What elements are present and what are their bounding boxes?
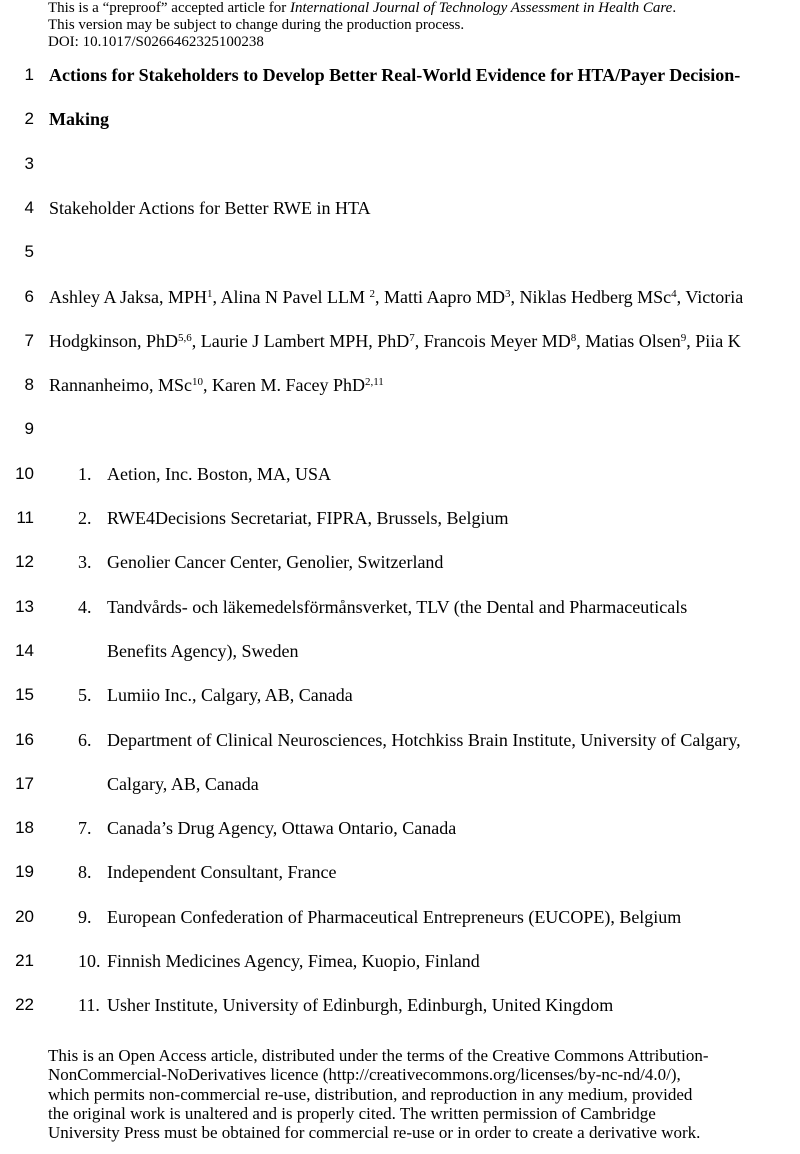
line-number: 20: [15, 906, 34, 926]
affiliation-marker: 8: [570, 331, 577, 344]
line-number: 10: [15, 463, 34, 483]
line-number: 13: [15, 596, 34, 616]
line-number: 21: [15, 951, 34, 970]
author-text: Hodgkinson, PhD: [49, 330, 179, 351]
affiliation-marker: 7: [409, 331, 415, 344]
footer-line: University Press must be obtained for commercial re-use or in order to create a derivative work.: [48, 1123, 701, 1143]
affiliation-number: 2.: [78, 508, 92, 528]
affiliation-text: Independent Consultant, France: [107, 862, 337, 883]
line-number: 3: [24, 153, 34, 173]
affiliation-number: 11.: [78, 995, 100, 1016]
running-title: Stakeholder Actions for Better RWE in HTA: [49, 197, 371, 218]
preproof-header: [48, 0, 676, 51]
manuscript-line: [0, 905, 800, 929]
affiliation-text: European Confederation of Pharmaceutical Entrepreneurs (EUCOPE), Belgium: [107, 906, 682, 927]
line-number: 16: [15, 729, 34, 749]
manuscript-line: [0, 417, 800, 441]
line-number: 11: [16, 508, 34, 527]
footer-line: NonCommercial-NoDerivatives licence (http://creativecommons.org/licenses/by-nc-nd/4.0/),: [48, 1065, 681, 1085]
author-text: , Alina N Pavel LLM: [212, 286, 370, 307]
author-list: [49, 329, 741, 353]
author-text: , Matias Olsen: [576, 330, 681, 351]
author-text: , Francois Meyer MD: [414, 330, 571, 351]
manuscript-line: [0, 639, 800, 663]
affiliation-text: Lumiio Inc., Calgary, AB, Canada: [107, 685, 353, 706]
open-access-notice: [48, 1046, 800, 1142]
author-list: [49, 373, 384, 397]
line-number: 7: [24, 330, 34, 350]
footer-line: which permits non-commercial re-use, distribution, and reproduction in any medium, provided: [48, 1084, 693, 1104]
affiliation-marker: 9: [680, 331, 687, 344]
affiliation-text: Finnish Medicines Agency, Fimea, Kuopio, Finland: [107, 951, 480, 971]
manuscript-line: [0, 152, 800, 176]
affiliation-marker: 5,6: [178, 331, 192, 344]
manuscript-line: [0, 683, 800, 707]
affiliation-text: Tandvårds- och läkemedelsförmånsverket, TLV (the Dental and Pharmaceuticals: [107, 596, 688, 617]
manuscript-line: [0, 240, 800, 264]
affiliation-number: 10.: [78, 951, 101, 971]
manuscript-line: [0, 993, 800, 1017]
author-text: Rannanheimo, MSc: [49, 375, 192, 396]
manuscript-line: [0, 772, 800, 796]
manuscript-line: [0, 860, 800, 884]
author-text: , Matti Aapro MD: [375, 286, 505, 307]
journal-name: International Journal of Technology Assessment in Health Care: [289, 0, 673, 16]
line-number: 19: [15, 862, 34, 882]
manuscript-line: [0, 63, 800, 87]
line-number: 9: [24, 419, 34, 439]
affiliation-text: Usher Institute, University of Edinburgh, Edinburgh, United Kingdom: [107, 995, 614, 1016]
manuscript-line: [0, 462, 800, 486]
affiliation-marker: 10: [191, 376, 203, 389]
manuscript-line: [0, 196, 800, 220]
affiliation-marker: 4: [671, 287, 677, 300]
line-number: 22: [15, 995, 34, 1015]
manuscript-line: [0, 329, 800, 353]
author-text: , Laurie J Lambert MPH, PhD: [191, 330, 410, 351]
header-line-2: This version may be subject to change during the production process.: [48, 17, 465, 33]
manuscript-line: [0, 285, 800, 309]
footer-line: This is an Open Access article, distributed under the terms of the Creative Commons Attribution-: [48, 1046, 709, 1065]
affiliation-marker: 2,11: [364, 376, 384, 389]
affiliation-text: Benefits Agency), Sweden: [107, 640, 299, 661]
line-number: 15: [15, 685, 34, 705]
manuscript-line: [0, 595, 800, 619]
manuscript-line: [0, 107, 800, 131]
article-title-continued: Making: [49, 109, 110, 130]
header-line-1: This is a “preproof” accepted article for International Journal of Technology Assessment in Health Care.: [48, 0, 677, 16]
affiliation-number: 8.: [78, 862, 92, 883]
affiliation-marker: 2: [369, 287, 375, 300]
affiliation-text: Calgary, AB, Canada: [107, 773, 259, 794]
footer-line: the original work is unaltered and is properly cited. The written permission of Cambridge: [48, 1103, 656, 1123]
affiliation-number: 3.: [78, 552, 92, 573]
line-number: 5: [24, 242, 34, 262]
doi: DOI: 10.1017/S0266462325100238: [48, 34, 264, 50]
line-number: 17: [15, 773, 34, 793]
affiliation-text: Genolier Cancer Center, Genolier, Switzerland: [107, 552, 444, 573]
affiliation-number: 5.: [78, 685, 92, 706]
affiliation-number: 6.: [78, 729, 92, 750]
author-text: , Piia K: [686, 330, 741, 351]
article-title: Actions for Stakeholders to Develop Better Real-World Evidence for HTA/Payer Decision-: [49, 65, 741, 85]
affiliation-number: 4.: [78, 596, 92, 617]
line-number: 12: [15, 552, 34, 572]
line-number: 8: [24, 375, 34, 395]
line-number: 18: [15, 818, 34, 838]
line-number: 14: [15, 640, 34, 660]
line-number: 4: [24, 197, 34, 217]
manuscript-line: [0, 373, 800, 397]
affiliation-number: 1.: [78, 463, 92, 484]
manuscript-line: [0, 816, 800, 840]
author-list: [49, 285, 743, 309]
line-number: 6: [24, 286, 34, 306]
affiliation-marker: 3: [505, 287, 511, 300]
affiliation-text: RWE4Decisions Secretariat, FIPRA, Brussels, Belgium: [107, 508, 509, 528]
affiliation-number: 9.: [78, 906, 92, 927]
line-number: 1: [24, 65, 34, 84]
author-text: Ashley A Jaksa, MPH: [49, 286, 208, 307]
manuscript-line: [0, 949, 800, 973]
author-text: , Victoria: [676, 286, 744, 307]
line-number: 2: [24, 109, 34, 129]
manuscript-line: [0, 728, 800, 752]
manuscript-line: [0, 506, 800, 530]
affiliation-marker: 1: [207, 287, 213, 300]
affiliation-text: Department of Clinical Neurosciences, Hotchkiss Brain Institute, University of Calgary,: [107, 729, 741, 750]
affiliation-text: Canada’s Drug Agency, Ottawa Ontario, Canada: [107, 818, 457, 839]
author-text: , Karen M. Facey PhD: [202, 375, 365, 396]
affiliation-number: 7.: [78, 818, 92, 839]
affiliation-text: Aetion, Inc. Boston, MA, USA: [107, 463, 331, 484]
manuscript-line: [0, 550, 800, 574]
author-text: , Niklas Hedberg MSc: [510, 286, 672, 307]
